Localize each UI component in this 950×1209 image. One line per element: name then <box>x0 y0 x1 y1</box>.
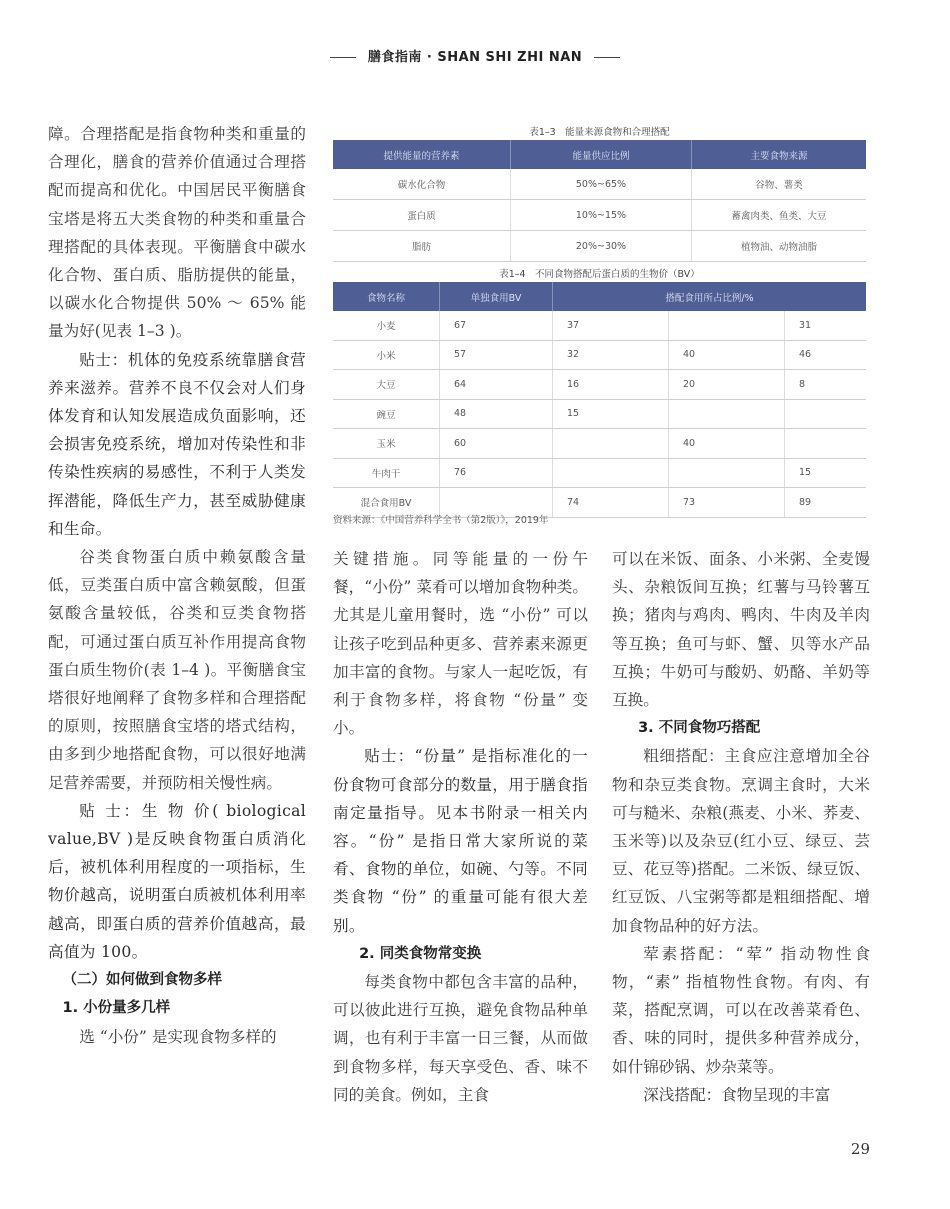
table-cell: 混合食用BV <box>333 488 440 518</box>
paragraph: 选 “小份” 是实现食物多样的 <box>79 1027 277 1046</box>
table-cell: 48 <box>440 399 553 429</box>
paragraph: 障。合理搭配是指食物种类和重量的合理化，膳食的营养价值通过合理搭配而提高和优化。中国居民平衡膳食宝塔是将五大类食物的种类和重量合理搭配的具体表现。平衡膳食中碳水化合物、蛋白质、脂肪提供的能量，以碳水化合物提供 50% ～ 65% 能量为好(见表 1–3 )。 <box>48 125 306 341</box>
subsection-heading: 1. 小份量多几样 <box>62 1000 171 1017</box>
table-header-cell: 食物名称 <box>333 282 440 311</box>
table-cell: 15 <box>785 458 867 488</box>
table-header-cell: 提供能量的营养素 <box>333 140 511 169</box>
table-cell: 32 <box>553 340 669 370</box>
table-1-4 <box>333 282 866 518</box>
table-cell: 20%~30% <box>511 231 692 262</box>
table-cell <box>553 458 669 488</box>
paragraph: 每类食物中都包含丰富的品种，可以彼此进行互换，避免食物品种单调，也有利于丰富一日三餐，从而做到食物多样，每天享受色、香、味不同的美食。例如，主食 <box>333 973 588 1104</box>
subsection-heading: 2. 同类食物常变换 <box>359 945 482 962</box>
table-cell: 玉米 <box>333 429 440 459</box>
table-cell <box>669 399 785 429</box>
table-cell: 73 <box>669 488 785 518</box>
table-cell: 16 <box>553 370 669 400</box>
table-cell: 豌豆 <box>333 399 440 429</box>
table-cell <box>785 399 867 429</box>
table-1-4-caption: 表1–4 不同食物搭配后蛋白质的生物价（BV） <box>499 269 700 280</box>
table-cell: 40 <box>669 340 785 370</box>
table-cell <box>669 311 785 340</box>
paragraph: 深浅搭配：食物呈现的丰富 <box>643 1085 831 1104</box>
table-1-3-caption: 表1–3 能量来源食物和合理搭配 <box>529 127 670 138</box>
paragraph: 粗细搭配：主食应注意增加全谷物和杂豆类食物。烹调主食时，大米可与糙米、杂粮(燕麦、小米、荞麦、玉米等)以及杂豆(红小豆、绿豆、芸豆、花豆等)搭配。二米饭、绿豆饭、红豆饭、八宝粥等都是粗细搭配、增加食物品种的好方法。 <box>612 747 870 935</box>
table-row <box>333 231 866 262</box>
table-row <box>333 370 866 400</box>
table-cell: 15 <box>553 399 669 429</box>
table-cell: 8 <box>785 370 867 400</box>
table-cell: 小麦 <box>333 311 440 340</box>
table-cell: 蛋白质 <box>333 200 511 231</box>
table-cell: 10%~15% <box>511 200 692 231</box>
table-cell: 50%~65% <box>511 169 692 200</box>
paragraph: 谷类食物蛋白质中赖氨酸含量低，豆类蛋白质中富含赖氨酸，但蛋氨酸含量较低，谷类和豆类食物搭配，可通过蛋白质互补作用提高食物蛋白质生物价(表 1–4 )。平衡膳食宝塔很好地阐释了食物多样和合理搭配的原则，按照膳食宝塔的塔式结构，由多到少地搭配食物，可以很好地满足营养需要，并预防相关慢性病。 <box>48 548 306 792</box>
table-row <box>333 340 866 370</box>
table-cell: 60 <box>440 429 553 459</box>
table-cell: 89 <box>785 488 867 518</box>
column-1 <box>48 120 306 1051</box>
table-cell: 57 <box>440 340 553 370</box>
table-cell: 脂肪 <box>333 231 511 262</box>
table-row <box>333 429 866 459</box>
table-cell: 64 <box>440 370 553 400</box>
table-cell: 谷物、薯类 <box>692 169 867 200</box>
table-row <box>333 458 866 488</box>
tip-biological-value: 贴 士：生 物 价( biological value,BV )是反映食物蛋白质消化后，被机体利用程度的一项指标，生物价越高，说明蛋白质被机体利用率越高，即蛋白质的营养价值越高，最高值为 100。 <box>48 801 306 961</box>
table-cell: 碳水化合物 <box>333 169 511 200</box>
table-header-cell: 能量供应比例 <box>511 140 692 169</box>
table-cell: 大豆 <box>333 370 440 400</box>
table-header-cell: 搭配食用所占比例/% <box>553 282 867 311</box>
table-cell: 31 <box>785 311 867 340</box>
tip-immune: 贴士：机体的免疫系统靠膳食营养来滋养。营养不良不仅会对人们身体发育和认知发展造成负面影响，还会损害免疫系统，增加对传染性和非传染性疾病的易感性，不利于人类发挥潜能，降低生产力，甚至威胁健康和生命。 <box>48 350 306 538</box>
column-3 <box>612 545 870 1109</box>
table-cell <box>553 429 669 459</box>
table-1-3 <box>333 140 866 262</box>
tip-portion: 贴士：“份量” 是指标准化的一份食物可食部分的数量，用于膳食指南定量指导。见本书附录一相关内容。“份” 是指日常大家所说的菜肴、食物的单位，如碗、勺等。不同类食物 “份” 的重量可能有很大差别。 <box>333 747 588 935</box>
table-header-cell: 主要食物来源 <box>692 140 867 169</box>
table-row <box>333 169 866 200</box>
table-row <box>333 311 866 340</box>
table-row <box>333 200 866 231</box>
table-cell: 76 <box>440 458 553 488</box>
paragraph: 荤素搭配：“荤” 指动物性食物，“素” 指植物性食物。有肉、有菜，搭配烹调，可以在改善菜肴色、香、味的同时，提供多种营养成分，如什锦砂锅、炒杂菜等。 <box>612 944 870 1076</box>
paragraph: 关键措施。同等能量的一份午餐，“小份” 菜肴可以增加食物种类。尤其是儿童用餐时，选 “小份” 可以让孩子吃到品种更多、营养素来源更加丰富的食物。与家人一起吃饭，有利于食物多样，将食物 “份量” 变小。 <box>333 550 588 738</box>
table-cell: 植物油、动物油脂 <box>692 231 867 262</box>
table-cell: 74 <box>553 488 669 518</box>
table-cell <box>785 429 867 459</box>
header-title: 膳食指南 · SHAN SHI ZHI NAN <box>367 50 583 65</box>
running-header <box>0 46 950 65</box>
table-cell: 40 <box>669 429 785 459</box>
table-cell: 小米 <box>333 340 440 370</box>
section-heading: （二）如何做到食物多样 <box>62 972 222 989</box>
paragraph: 可以在米饭、面条、小米粥、全麦馒头、杂粮饭间互换；红薯与马铃薯互换；猪肉与鸡肉、鸭肉、牛肉及羊肉等互换；鱼可与虾、蟹、贝等水产品互换；牛奶可与酸奶、奶酪、羊奶等互换。 <box>612 550 870 710</box>
table-row <box>333 399 866 429</box>
table-cell: 20 <box>669 370 785 400</box>
table-cell: 37 <box>553 311 669 340</box>
page-number: 29 <box>850 1140 870 1158</box>
table-cell: 46 <box>785 340 867 370</box>
header-rule-left <box>330 57 356 58</box>
column-2 <box>333 545 588 1109</box>
table-cell: 牛肉干 <box>333 458 440 488</box>
header-rule-right <box>594 57 620 58</box>
table-source-note: 资料来源：《中国营养科学全书（第2版）》，2019年 <box>333 515 549 526</box>
table-cell: 67 <box>440 311 553 340</box>
table-header-cell: 单独食用BV <box>440 282 553 311</box>
table-cell: 蓄禽肉类、鱼类、大豆 <box>692 200 867 231</box>
subsection-heading: 3. 不同食物巧搭配 <box>638 720 761 737</box>
table-cell <box>669 458 785 488</box>
